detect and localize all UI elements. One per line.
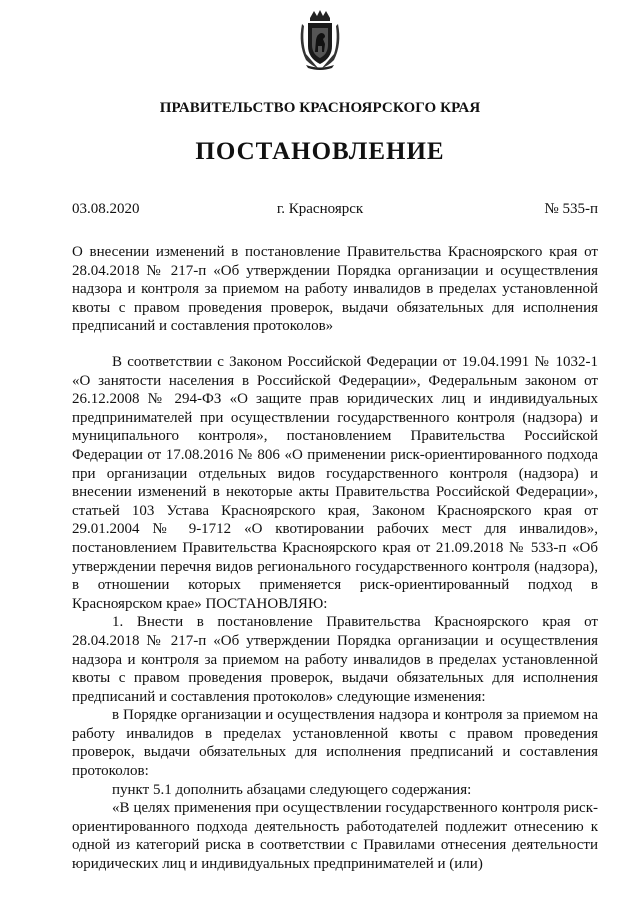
document-body xyxy=(72,353,598,874)
document-type-title: ПОСТАНОВЛЕНИЕ xyxy=(195,138,445,165)
paragraph-procedure: в Порядке организации и осуществления надзора и контроля за приемом на работу инвалидов в пределах установленной квоты с правом проведения проверок, выдачи обязательных для исполнения предписаний и составления протоколов: xyxy=(72,707,598,780)
document-date: 03.08.2020 xyxy=(72,201,140,217)
paragraph-clause-5-1: пункт 5.1 дополнить абзацами следующего содержания: xyxy=(112,781,472,798)
government-name: ПРАВИТЕЛЬСТВО КРАСНОЯРСКОГО КРАЯ xyxy=(159,100,481,116)
paragraph-quoted-addition: «В целях применения при осуществлении государственного контроля риск-ориентированного подхода деятельность работодателей подлежит отнесению к одной из категорий риска в соответствии с Правилами отнесения деятельности юридических лиц и индивидуальных предпринимателей и (или) xyxy=(72,800,598,873)
document-number: № 535-п xyxy=(544,201,598,217)
paragraph-preamble: В соответствии с Законом Российской Федерации от 19.04.1991 № 1032-1 «О занятости населения в Российской Федерации», Федеральным законом от 26.12.2008 № 294-ФЗ «О защите прав юридических лиц и индивидуальных предпринимателей при осуществлении государственного контроля (надзора) и муниципального контроля», постановлением Правительства Российской Федерации от 17.08.2016 № 806 «О применении риск-ориентированного подхода при организации отдельных видов государственного контроля (надзора) и внесении изменений в некоторые акты Правительства Российской Федерации», статьей 103 Устава Красноярского края, Законом Красноярского края от 29.01.2004 № 9-1712 «О квотировании рабочих мест для инвалидов», постановлением Правительства Красноярского края от 21.09.2018 № 533-п «Об утверждении перечня видов регионального государственного контроля (надзора), в отношении которых применяется риск-ориентированный подход в Красноярском крае» ПОСТАНОВЛЯЮ: xyxy=(72,354,598,612)
paragraph-item-1: 1. Внести в постановление Правительства Красноярского края от 28.04.2018 № 217-п «Об утверждении Порядка организации и осуществления надзора и контроля за приемом на работу инвалидов в пределах установленной квоты с правом проведения проверок, выдачи обязательных для исполнения предписаний и составления протоколов» следующие изменения: xyxy=(72,614,598,705)
coat-of-arms-icon xyxy=(296,8,344,70)
document-subject: О внесении изменений в постановление Правительства Красноярского края от 28.04.2018 № 217-п «Об утверждении Порядка организации и осуществления надзора и контроля за приемом на работу инвалидов в пределах установленной квоты с правом проведения проверок, выдачи обязательных для исполнения предписаний и составления протоколов» xyxy=(72,244,598,334)
document-city: г. Красноярск xyxy=(276,201,364,217)
